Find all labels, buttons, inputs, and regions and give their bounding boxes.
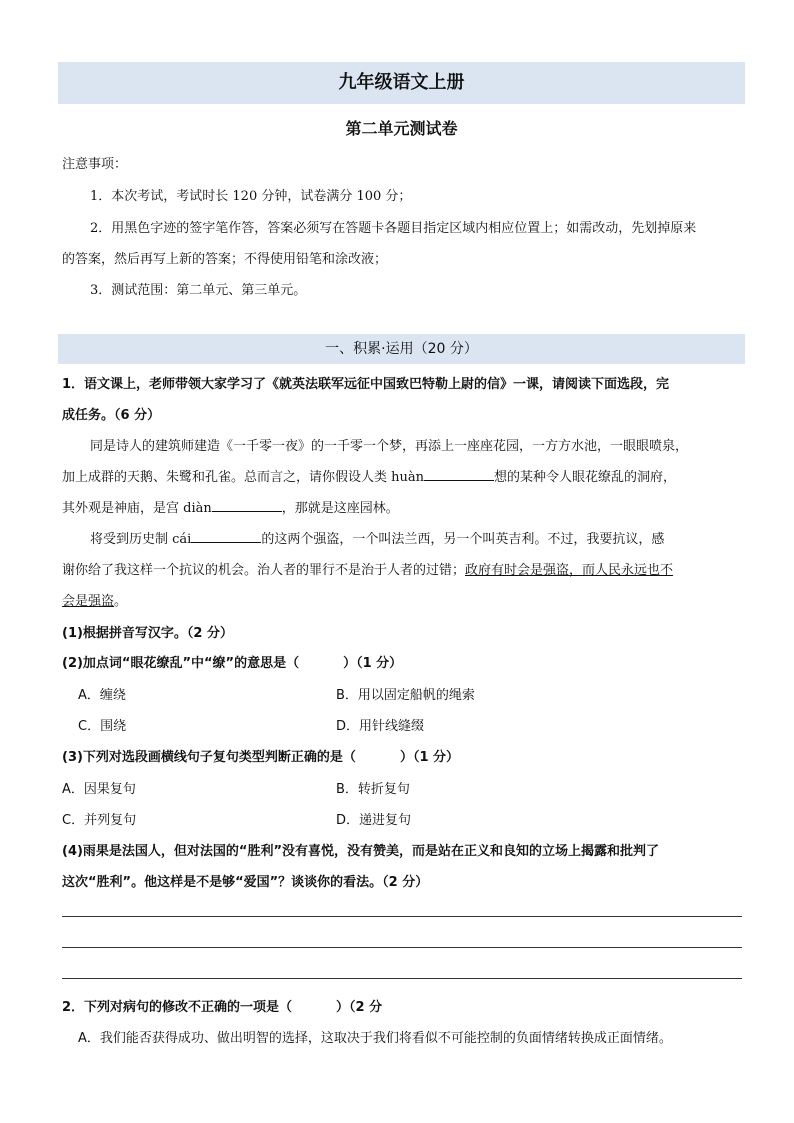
notes-heading: 注意事项： bbox=[62, 157, 128, 172]
passage-text: 。 bbox=[114, 594, 128, 609]
q2-stem bbox=[62, 996, 382, 1015]
q1-stem-a: 1．语文课上，老师带领大家学习了《就英法联军远征中国致巴特勒上尉的信》一课，请阅读下面选段，完 bbox=[62, 377, 670, 392]
passage-text: 将受到历史制 cái bbox=[90, 532, 192, 547]
notes-item-2b: 的答案，然后再写上新的答案；不得使用铅笔和涂改液； bbox=[62, 252, 388, 267]
underlined-sentence: 会是强盗 bbox=[62, 594, 115, 609]
passage-text: 想的某种令人眼花缭乱的洞府， bbox=[494, 470, 677, 485]
q1-sub2-option-a[interactable]: A．缠绕 bbox=[78, 688, 126, 703]
q1-sub3-option-b[interactable]: B．转折复句 bbox=[336, 782, 410, 797]
answer-line[interactable] bbox=[62, 947, 742, 948]
notes-item-3: 3．测试范围：第二单元、第三单元。 bbox=[90, 283, 307, 298]
q2-option-a[interactable]: A．我们能否获得成功、做出明智的选择，这取决于我们将看似不可能控制的负面情绪转换成正面情绪。 bbox=[78, 1031, 672, 1046]
passage-line-4 bbox=[90, 528, 664, 547]
q1-sub1: (1)根据拼音写汉字。（2 分） bbox=[62, 626, 233, 641]
passage-text: 谢你给了我这样一个抗议的机会。治人者的罪行不是治于人者的过错； bbox=[62, 563, 466, 578]
q1-sub3-option-a[interactable]: A．因果复句 bbox=[62, 782, 136, 797]
q2-stem-score: ）（2 分 bbox=[336, 1000, 383, 1015]
exam-title: 九年级语文上册 bbox=[58, 62, 745, 104]
fill-blank-3[interactable] bbox=[191, 528, 261, 543]
q1-sub2-score: ）（1 分） bbox=[343, 656, 403, 671]
fill-blank-2[interactable] bbox=[212, 497, 282, 512]
q1-sub3-option-c[interactable]: C．并列复句 bbox=[62, 813, 137, 828]
passage-line-5 bbox=[62, 559, 673, 578]
notes-item-1: 1．本次考试，考试时长 120 分钟，试卷满分 100 分； bbox=[90, 189, 412, 204]
underlined-sentence: 政府有时会是强盗，而人民永远也不 bbox=[465, 563, 674, 578]
answer-line[interactable] bbox=[62, 916, 742, 917]
q1-sub3-score: ）（1 分） bbox=[399, 750, 460, 765]
notes-item-2a: 2．用黑色字迹的签字笔作答，答案必须写在答题卡各题目指定区域内相应位置上；如需改动，先划掉原来 bbox=[90, 221, 697, 236]
passage-line-2 bbox=[62, 466, 676, 485]
q1-sub3-option-d[interactable]: D．递进复句 bbox=[336, 813, 412, 828]
answer-line[interactable] bbox=[62, 978, 742, 979]
q1-sub2-option-c[interactable]: C．围绕 bbox=[78, 719, 127, 734]
passage-line-3 bbox=[62, 497, 399, 516]
q1-sub3 bbox=[62, 746, 459, 765]
exam-subtitle: 第二单元测试卷 bbox=[345, 119, 458, 138]
passage-text: 加上成群的天鹅、朱鹭和孔雀。总而言之，请你假设人类 huàn bbox=[62, 470, 425, 485]
q1-sub4-a: (4)雨果是法国人，但对法国的“胜利”没有喜悦，没有赞美，而是站在正义和良知的立场上揭露和批判了 bbox=[62, 844, 660, 859]
q1-sub3-text: (3)下列对选段画横线句子复句类型判断正确的是（ bbox=[62, 750, 356, 765]
q1-sub2-option-d[interactable]: D．用针线缝缀 bbox=[336, 719, 425, 734]
q1-stem-b: 成任务。（6 分） bbox=[62, 408, 161, 423]
q2-stem-text: 2．下列对病句的修改不正确的一项是（ bbox=[62, 1000, 293, 1015]
passage-text: 其外观是神庙，是宫 diàn bbox=[62, 501, 212, 516]
q1-sub2 bbox=[62, 652, 402, 671]
q1-sub2-text: (2)加点词“眼花缭乱”中“缭”的意思是（ bbox=[62, 656, 300, 671]
q1-sub2-option-b[interactable]: B．用以固定船帆的绳索 bbox=[336, 688, 475, 703]
passage-line-6 bbox=[62, 590, 127, 609]
passage-line-1: 同是诗人的建筑师建造《一千零一夜》的一千零一个梦，再添上一座座花园，一方方水池，一眼眼喷泉， bbox=[90, 439, 689, 454]
passage-text: ，那就是这座园林。 bbox=[281, 501, 399, 516]
fill-blank-1[interactable] bbox=[424, 466, 494, 481]
passage-text: 的这两个强盗，一个叫法兰西，另一个叫英吉利。不过，我要抗议，感 bbox=[261, 532, 665, 547]
q1-sub4-b: 这次“胜利”。他这样是不是够“爱国”？谈谈你的看法。（2 分） bbox=[62, 875, 429, 890]
section-heading: 一、积累·运用（20 分） bbox=[58, 334, 745, 364]
